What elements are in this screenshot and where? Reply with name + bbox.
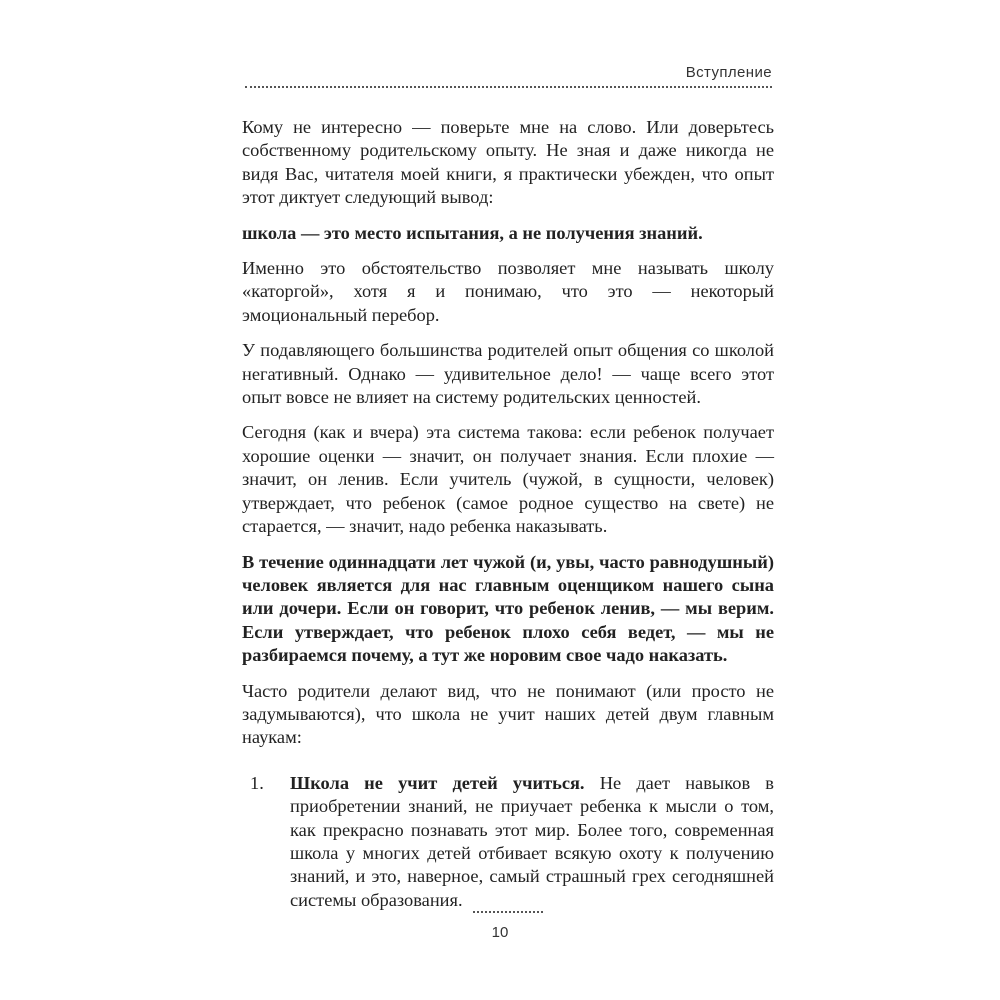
list-item-lead: Школа не учит детей учиться. [290,772,585,793]
list-item-text: Не дает навыков в приобретении знаний, не приучает ребенка к мысли о том, как прекрасно познавать этот мир. Более того, современная школа у многих детей отбивает всякую охоту к получению знаний, и это, наверное, самый страшный грех сегодняшней системы образования. [290,772,774,910]
paragraph-2-bold-statement: школа — это место испытания, а не получения знаний. [242,222,703,243]
paragraph-5: Сегодня (как и вчера) эта система такова: если ребенок получает хорошие оценки — значит, он получает знания. Если плохие — значит, он ленив. Если учитель (чужой, в сущности, человек) утверждает, что ребенок (самое родное существо на свете) не старается, — значит, надо ребенка наказывать. [242,422,774,537]
paragraph-1: Кому не интересно — поверьте мне на слово. Или доверьтесь собственному родительскому опыту. Не зная и даже никогда не видя Вас, читателя моей книги, я практически убежден, что опыт этот диктует следующий вывод: [242,117,774,208]
list-item-1 [242,772,774,912]
header-dotted-rule [245,86,772,88]
page-number: 10 [491,924,509,941]
paragraph-3: Именно это обстоятельство позволяет мне называть школу «каторгой», хотя я и понимаю, что это — некоторый эмоциональный перебор. [242,258,774,325]
numbered-list [242,772,774,912]
paragraph-6-bold: В течение одиннадцати лет чужой (и, увы, часто равнодушный) человек является для нас главным оценщиком нашего сына или дочери. Если он говорит, что ребенок ленив, — мы верим. Если утверждает, что ребенок плохо себя ведет, — мы не разбираемся почему, а тут же норовим свое чадо наказать. [242,551,774,666]
page-body [242,116,774,912]
footer-dotted-rule [473,911,543,913]
list-item-number: 1. [250,772,264,793]
paragraph-4: У подавляющего большинства родителей опыт общения со школой негативный. Однако — удивительное дело! — чаще всего этот опыт вовсе не влияет на систему родительских ценностей. [242,340,774,408]
running-head: Вступление [685,64,772,81]
paragraph-7: Часто родители делают вид, что не понимают (или просто не задумываются), что школа не учит наших детей двум главным наукам: [242,680,774,748]
